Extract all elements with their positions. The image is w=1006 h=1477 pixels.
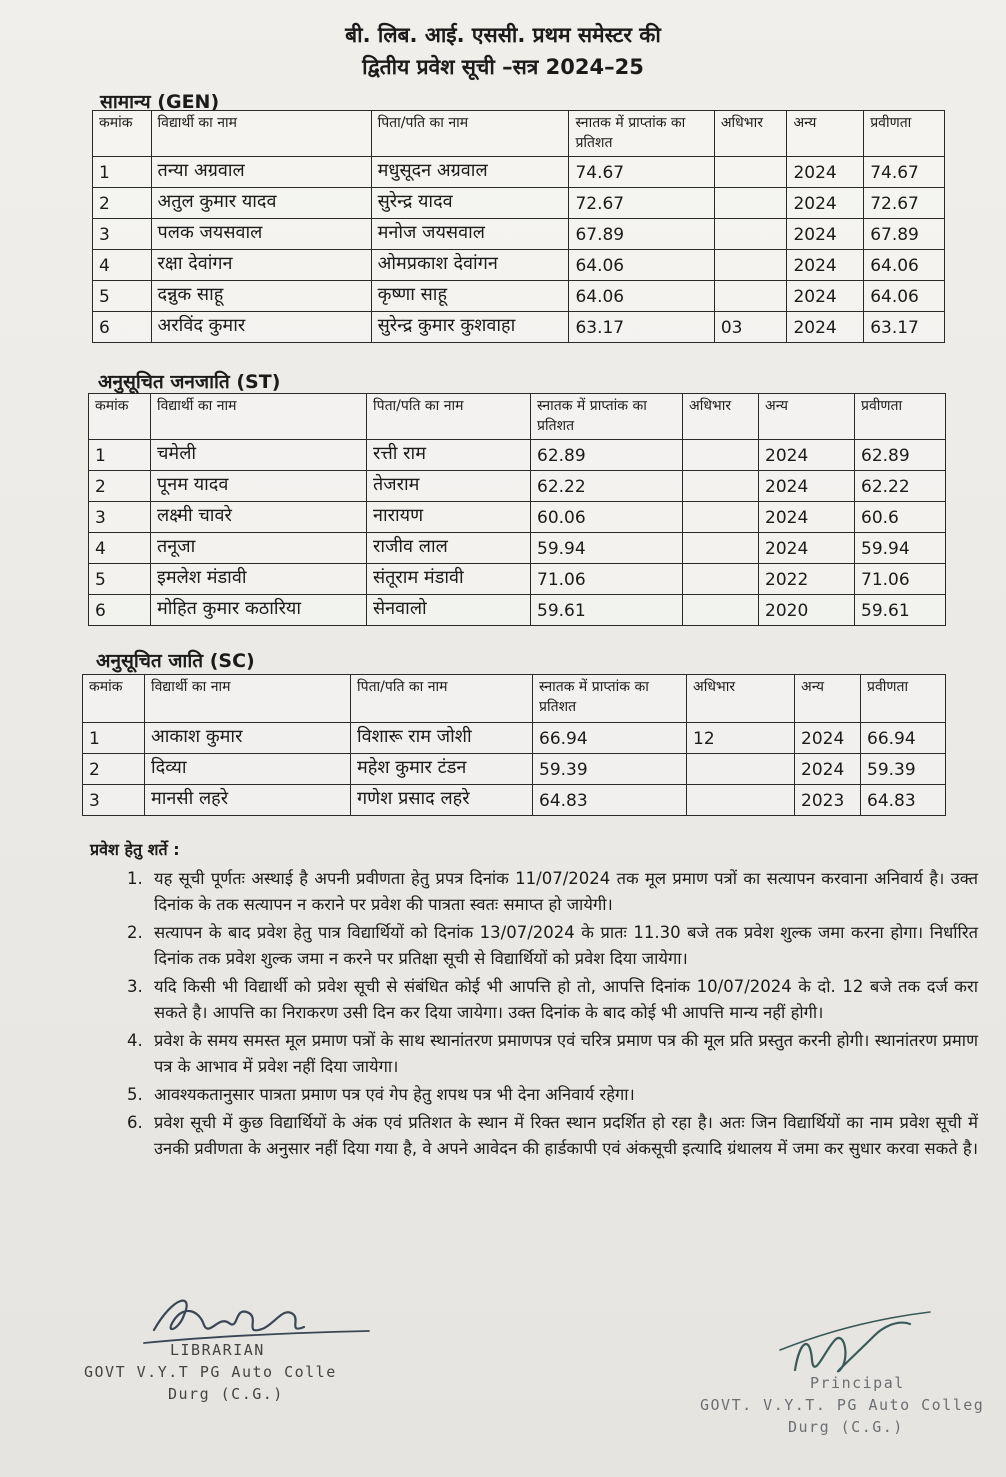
merit-cell: 64.06 [864, 281, 945, 312]
merit-cell: 59.61 [855, 595, 946, 626]
father-name-cell: महेश कुमार टंडन [351, 754, 533, 785]
percentage-cell: 67.89 [569, 219, 714, 250]
student-name-cell: पलक जयसवाल [151, 219, 371, 250]
librarian-signature-block [84, 1285, 384, 1403]
weightage-cell [687, 754, 795, 785]
student-name-cell: तन्या अग्रवाल [151, 157, 371, 188]
percentage-cell: 62.89 [531, 440, 683, 471]
student-name-cell: इमलेश मंडावी [151, 564, 367, 595]
col-header-serial: कमांक [89, 394, 151, 440]
student-name-cell: रक्षा देवांगन [151, 250, 371, 281]
serial-cell: 4 [89, 533, 151, 564]
weightage-cell [714, 188, 787, 219]
librarian-college: GOVT V.Y.T PG Auto Colle [84, 1363, 337, 1381]
condition-item: 3. यदि किसी भी विद्यार्थी को प्रवेश सूची से संबंधित कोई भी आपत्ति हो तो, आपत्ति दिनांक 10/07/2024 के दो. 12 बजे तक दर्ज करा सकते है। आपत्ति का निराकरण उसी दिन कर दिया जायेगा। उक्त दिनांक के बाद कोई भी आपत्ति मान्य नहीं होगी। [148, 974, 978, 1026]
weightage-cell [687, 785, 795, 816]
sc-merit-table [82, 674, 946, 816]
other-cell: 2024 [787, 281, 864, 312]
percentage-cell: 60.06 [531, 502, 683, 533]
section-title-sc: अनुसूचित जाति (SC) [96, 650, 255, 672]
weightage-cell [714, 219, 787, 250]
other-cell: 2024 [787, 250, 864, 281]
weightage-cell [683, 533, 759, 564]
col-header-student-name: विद्यार्थी का नाम [151, 111, 371, 157]
merit-cell: 64.06 [864, 250, 945, 281]
student-name-cell: अरविंद कुमार [151, 312, 371, 343]
merit-cell: 59.94 [855, 533, 946, 564]
other-cell: 2020 [759, 595, 855, 626]
col-header-father-name: पिता/पति का नाम [371, 111, 569, 157]
merit-cell: 66.94 [861, 723, 946, 754]
percentage-cell: 59.94 [531, 533, 683, 564]
weightage-cell [714, 250, 787, 281]
principal-title: Principal [810, 1374, 905, 1392]
other-cell: 2024 [759, 533, 855, 564]
serial-cell: 6 [93, 312, 152, 343]
table-row [89, 564, 946, 595]
table-row [89, 595, 946, 626]
table-row [89, 440, 946, 471]
serial-cell: 2 [89, 471, 151, 502]
col-header-student-name: विद्यार्थी का नाम [151, 394, 367, 440]
father-name-cell: रत्ती राम [367, 440, 531, 471]
table-row [89, 502, 946, 533]
serial-cell: 2 [93, 188, 152, 219]
table-row [89, 533, 946, 564]
col-header-other: अन्य [795, 675, 861, 723]
col-header-serial: कमांक [93, 111, 152, 157]
table-row [93, 250, 945, 281]
other-cell: 2023 [795, 785, 861, 816]
col-header-weightage: अधिभार [687, 675, 795, 723]
father-name-cell: सेनवालो [367, 595, 531, 626]
serial-cell: 1 [83, 723, 145, 754]
table-row [93, 312, 945, 343]
father-name-cell: मधुसूदन अग्रवाल [371, 157, 569, 188]
condition-item: 1. यह सूची पूर्णतः अस्थाई है अपनी प्रवीणता हेतु प्रपत्र दिनांक 11/07/2024 तक मूल प्रमाण पत्रों का सत्यापन करवाना अनिवार्य है। उक्त दिनांक के तक सत्यापन न कराने पर प्रवेश की पात्रता स्वतः समाप्त हो जायेगी। [148, 866, 978, 918]
percentage-cell: 62.22 [531, 471, 683, 502]
col-header-student-name: विद्यार्थी का नाम [145, 675, 351, 723]
percentage-cell: 64.06 [569, 281, 714, 312]
weightage-cell [714, 157, 787, 188]
percentage-cell: 63.17 [569, 312, 714, 343]
weightage-cell [683, 471, 759, 502]
student-name-cell: आकाश कुमार [145, 723, 351, 754]
father-name-cell: मनोज जयसवाल [371, 219, 569, 250]
section-title-st: अनुसूचित जनजाति (ST) [98, 371, 281, 393]
father-name-cell: राजीव लाल [367, 533, 531, 564]
weightage-cell [683, 595, 759, 626]
principal-signature-block [700, 1310, 1000, 1436]
col-header-merit: प्रवीणता [864, 111, 945, 157]
other-cell: 2024 [759, 471, 855, 502]
father-name-cell: सुरेन्द्र यादव [371, 188, 569, 219]
serial-cell: 4 [93, 250, 152, 281]
col-header-other: अन्य [759, 394, 855, 440]
father-name-cell: ओमप्रकाश देवांगन [371, 250, 569, 281]
col-header-merit: प्रवीणता [861, 675, 946, 723]
col-header-percentage: स्नातक में प्राप्तांक का प्रतिशत [531, 394, 683, 440]
table-header-row [93, 111, 945, 157]
merit-cell: 62.89 [855, 440, 946, 471]
weightage-cell [683, 564, 759, 595]
merit-cell: 60.6 [855, 502, 946, 533]
serial-cell: 5 [89, 564, 151, 595]
table-row [83, 723, 946, 754]
merit-cell: 59.39 [861, 754, 946, 785]
merit-cell: 72.67 [864, 188, 945, 219]
merit-cell: 62.22 [855, 471, 946, 502]
percentage-cell: 64.06 [569, 250, 714, 281]
condition-item: 6. प्रवेश सूची में कुछ विद्यार्थियों के अंक एवं प्रतिशत के स्थान में रिक्त स्थान प्रदर्शित हो रहा है। अतः जिन विद्यार्थियों का नाम प्रवेश सूची में उनकी प्रवीणता के अनुसार नहीं दिया गया है, वे अपने आवेदन की हार्डकापी एवं अंकसूची इत्यादि ग्रंथालय में जमा कर सुधार करवा सकते है। [148, 1110, 978, 1162]
gen-merit-table [92, 110, 945, 343]
merit-cell: 63.17 [864, 312, 945, 343]
col-header-percentage: स्नातक में प्राप्तांक का प्रतिशत [569, 111, 714, 157]
student-name-cell: मानसी लहरे [145, 785, 351, 816]
merit-cell: 64.83 [861, 785, 946, 816]
merit-cell: 67.89 [864, 219, 945, 250]
condition-item: 4. प्रवेश के समय समस्त मूल प्रमाण पत्रों के साथ स्थानांतरण प्रमाणपत्र एवं चरित्र प्रमाण पत्र की मूल प्रति प्रस्तुत करनी होगी। स्थानांतरण प्रमाण पत्र के आभाव में प्रवेश नहीं दिया जायेगा। [148, 1028, 978, 1080]
document-title-line2: द्वितीय प्रवेश सूची –सत्र 2024–25 [362, 55, 644, 79]
father-name-cell: तेजराम [367, 471, 531, 502]
librarian-city: Durg (C.G.) [168, 1385, 284, 1403]
weightage-cell [683, 440, 759, 471]
serial-cell: 2 [83, 754, 145, 785]
student-name-cell: लक्ष्मी चावरे [151, 502, 367, 533]
table-row [93, 188, 945, 219]
principal-city: Durg (C.G.) [788, 1418, 904, 1436]
principal-college: GOVT. V.Y.T. PG Auto Colleg [700, 1396, 985, 1414]
col-header-percentage: स्नातक में प्राप्तांक का प्रतिशत [533, 675, 687, 723]
merit-cell: 74.67 [864, 157, 945, 188]
col-header-father-name: पिता/पति का नाम [351, 675, 533, 723]
percentage-cell: 59.39 [533, 754, 687, 785]
other-cell: 2024 [795, 754, 861, 785]
serial-cell: 1 [93, 157, 152, 188]
other-cell: 2024 [787, 188, 864, 219]
student-name-cell: तनूजा [151, 533, 367, 564]
percentage-cell: 59.61 [531, 595, 683, 626]
col-header-serial: कमांक [83, 675, 145, 723]
weightage-cell: 03 [714, 312, 787, 343]
other-cell: 2024 [787, 312, 864, 343]
percentage-cell: 72.67 [569, 188, 714, 219]
st-merit-table [88, 393, 946, 626]
other-cell: 2024 [795, 723, 861, 754]
table-header-row [83, 675, 946, 723]
percentage-cell: 71.06 [531, 564, 683, 595]
conditions-list [110, 866, 978, 1164]
other-cell: 2024 [787, 157, 864, 188]
father-name-cell: विशारू राम जोशी [351, 723, 533, 754]
table-header-row [89, 394, 946, 440]
librarian-title: LIBRARIAN [170, 1341, 265, 1359]
weightage-cell: 12 [687, 723, 795, 754]
student-name-cell: दन्नुक साहू [151, 281, 371, 312]
table-row [83, 754, 946, 785]
percentage-cell: 64.83 [533, 785, 687, 816]
father-name-cell: संतूराम मंडावी [367, 564, 531, 595]
col-header-merit: प्रवीणता [855, 394, 946, 440]
other-cell: 2024 [759, 502, 855, 533]
col-header-weightage: अधिभार [714, 111, 787, 157]
other-cell: 2024 [787, 219, 864, 250]
col-header-father-name: पिता/पति का नाम [367, 394, 531, 440]
serial-cell: 5 [93, 281, 152, 312]
conditions-title: प्रवेश हेतु शर्ते : [90, 840, 180, 859]
condition-item: 5. आवश्यकतानुसार पात्रता प्रमाण पत्र एवं गेप हेतु शपथ पत्र भी देना अनिवार्य रहेगा। [148, 1082, 978, 1108]
other-cell: 2022 [759, 564, 855, 595]
other-cell: 2024 [759, 440, 855, 471]
weightage-cell [714, 281, 787, 312]
father-name-cell: गणेश प्रसाद लहरे [351, 785, 533, 816]
student-name-cell: पूनम यादव [151, 471, 367, 502]
serial-cell: 3 [83, 785, 145, 816]
merit-cell: 71.06 [855, 564, 946, 595]
percentage-cell: 66.94 [533, 723, 687, 754]
table-row [83, 785, 946, 816]
student-name-cell: दिव्या [145, 754, 351, 785]
table-row [93, 281, 945, 312]
serial-cell: 3 [93, 219, 152, 250]
serial-cell: 3 [89, 502, 151, 533]
weightage-cell [683, 502, 759, 533]
table-row [93, 219, 945, 250]
table-row [89, 471, 946, 502]
student-name-cell: अतुल कुमार यादव [151, 188, 371, 219]
document-title-line1: बी. लिब. आई. एससी. प्रथम समेस्टर की [345, 23, 661, 47]
student-name-cell: चमेली [151, 440, 367, 471]
father-name-cell: नारायण [367, 502, 531, 533]
col-header-other: अन्य [787, 111, 864, 157]
father-name-cell: सुरेन्द्र कुमार कुशवाहा [371, 312, 569, 343]
student-name-cell: मोहित कुमार कठारिया [151, 595, 367, 626]
table-row [93, 157, 945, 188]
father-name-cell: कृष्णा साहू [371, 281, 569, 312]
col-header-weightage: अधिभार [683, 394, 759, 440]
serial-cell: 6 [89, 595, 151, 626]
condition-item: 2. सत्यापन के बाद प्रवेश हेतु पात्र विद्यार्थियों को दिनांक 13/07/2024 के प्रातः 11.30 बजे तक प्रवेश शुल्क जमा करना होगा। निर्धारित दिनांक तक प्रवेश शुल्क जमा न करने पर प्रतिक्षा सूची से विद्यार्थियों को प्रवेश दिया जायेगा। [148, 920, 978, 972]
serial-cell: 1 [89, 440, 151, 471]
section-title-gen: सामान्य (GEN) [100, 91, 220, 113]
percentage-cell: 74.67 [569, 157, 714, 188]
